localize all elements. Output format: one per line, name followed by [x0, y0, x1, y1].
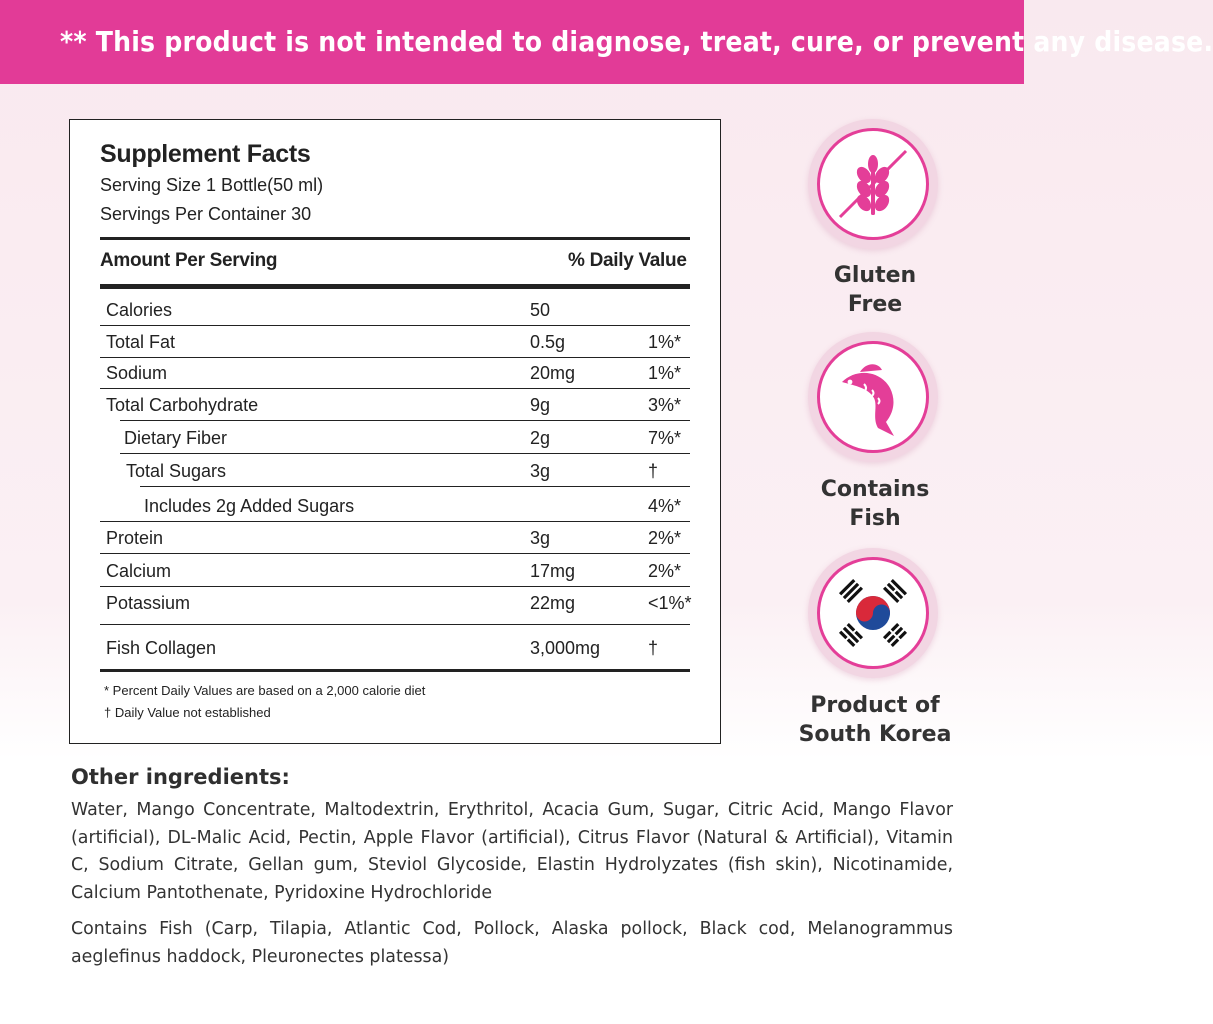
nutrient-dv: †	[648, 461, 659, 481]
badge-line: Fish	[849, 506, 901, 531]
korea-flag-icon	[817, 557, 929, 669]
amount-per-serving-header: Amount Per Serving	[100, 250, 278, 271]
thick-rule	[100, 237, 690, 240]
nutrient-name: Potassium	[106, 593, 191, 613]
nutrient-name: Calcium	[106, 561, 172, 581]
gluten-free-label	[760, 261, 990, 319]
nutrient-dv: 1%*	[648, 363, 682, 383]
nutrient-amount: 3g	[530, 528, 551, 548]
nutrient-amount: 2g	[530, 428, 551, 448]
table-row	[100, 490, 690, 522]
contains-fish-label	[760, 475, 990, 533]
ingredients-list: Water, Mango Concentrate, Maltodextrin, Erythritol, Acacia Gum, Sugar, Citric Acid, Mango Flavor (artificial), DL-Malic Acid, Pectin, Apple Flavor (artificial), Citrus Flavor (Natural & Artificial), Vitamin C, Sodium Citrate, Gellan gum, Steviol Glycoside, Elastin Hydrolyzates (fish skin), Nicotinamide, Calcium Pantothenate, Pyridoxine Hydrochloride	[71, 800, 953, 903]
table-row	[100, 294, 690, 326]
nutrient-amount: 9g	[530, 395, 551, 415]
nutrient-name: Total Carbohydrate	[106, 395, 259, 415]
nutrient-name: Protein	[106, 528, 164, 548]
table-row	[100, 326, 690, 358]
fish-icon	[817, 341, 929, 453]
gluten-free-badge	[808, 119, 938, 249]
other-ingredients-heading: Other ingredients:	[71, 765, 290, 789]
supplement-facts-panel	[69, 119, 721, 744]
disclaimer-banner: ** This product is not intended to diagnose, treat, cure, or prevent any disease.	[0, 0, 1024, 84]
badge-line: South Korea	[798, 722, 952, 747]
thick-rule	[100, 284, 690, 289]
nutrient-amount: 20mg	[530, 363, 576, 383]
nutrient-name: Total Sugars	[126, 461, 227, 481]
nutrient-name: Sodium	[106, 363, 168, 383]
servings-per-container: Servings Per Container 30	[100, 204, 312, 224]
allergen-statement: Contains Fish (Carp, Tilapia, Atlantic Cod, Pollock, Alaska pollock, Black cod, Melanogrammus aeglefinus haddock, Pleuronectes platessa)	[71, 919, 953, 967]
nutrient-name: Includes 2g Added Sugars	[144, 496, 355, 516]
nutrient-name: Dietary Fiber	[124, 428, 228, 448]
table-row	[100, 455, 690, 487]
badge-line: Gluten	[833, 263, 917, 288]
south-korea-badge	[808, 548, 938, 678]
product-of-korea-label	[760, 691, 990, 749]
nutrient-dv: 2%*	[648, 528, 682, 548]
nutrient-amount: 0.5g	[530, 332, 566, 352]
nutrient-amount: 3g	[530, 461, 551, 481]
table-row	[100, 555, 690, 587]
nutrient-amount: 50	[530, 300, 551, 320]
nutrient-dv: <1%*	[648, 593, 692, 613]
nutrient-amount: 22mg	[530, 593, 576, 613]
nutrient-amount: 17mg	[530, 561, 576, 581]
badge-line: Contains	[820, 477, 930, 502]
table-row	[100, 422, 690, 454]
nutrient-name: Total Fat	[106, 332, 176, 352]
nutrient-dv: 4%*	[648, 496, 682, 516]
facts-title: Supplement Facts	[100, 140, 311, 168]
nutrient-dv: 3%*	[648, 395, 682, 415]
table-row	[100, 389, 690, 421]
nutrient-amount: 3,000mg	[530, 638, 601, 658]
table-row	[100, 357, 690, 389]
nutrient-dv: 2%*	[648, 561, 682, 581]
table-row	[100, 522, 690, 554]
nutrient-dv: 7%*	[648, 428, 682, 448]
table-row	[100, 632, 690, 664]
badge-line: Free	[847, 292, 903, 317]
nutrient-dv: 1%*	[648, 332, 682, 352]
gluten-free-icon	[817, 128, 929, 240]
thick-rule	[100, 669, 690, 672]
nutrient-dv: †	[648, 638, 659, 658]
contains-fish-badge	[808, 332, 938, 462]
badge-line: Product of	[810, 693, 940, 718]
daily-value-header: % Daily Value	[568, 250, 687, 271]
footnote-daily-values: * Percent Daily Values are based on a 2,000 calorie diet	[104, 683, 426, 698]
table-row	[100, 587, 690, 625]
nutrient-name: Fish Collagen	[106, 638, 217, 658]
footnote-not-established: † Daily Value not established	[104, 705, 271, 720]
serving-size: Serving Size 1 Bottle(50 ml)	[100, 175, 324, 195]
nutrient-name: Calories	[106, 300, 173, 320]
